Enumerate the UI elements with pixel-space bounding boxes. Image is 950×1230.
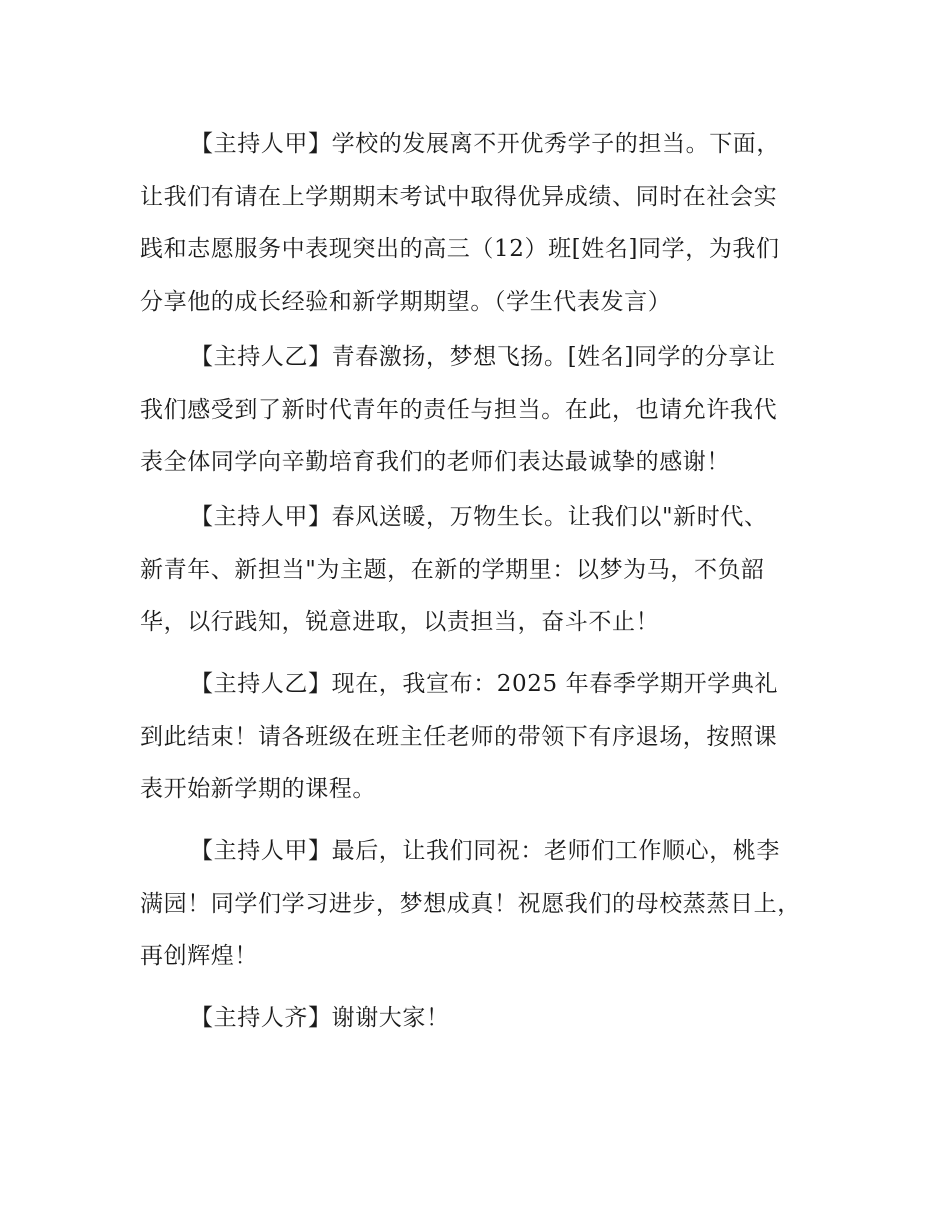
paragraph-line: 华，以行践知，锐意进取，以责担当，奋斗不止！ <box>140 609 660 635</box>
paragraph-line: 新青年、新担当"为主题，在新的学期里：以梦为马，不负韶 <box>140 556 765 583</box>
paragraph-line: 【主持人甲】春风送暖，万物生长。让我们以"新时代、 <box>190 504 768 530</box>
paragraph-line: 【主持人乙】青春激扬，梦想飞扬。[姓名]同学的分享让 <box>190 344 776 370</box>
paragraph-line: 我们感受到了新时代青年的责任与担当。在此，也请允许我代 <box>140 396 778 423</box>
paragraph-line: 【主持人甲】最后，让我们同祝：老师们工作顺心，桃李 <box>190 838 780 864</box>
paragraph-host-a-intro <box>140 118 830 328</box>
paragraph-line: 到此结束！请各班级在班主任老师的带领下有序退场，按照课 <box>140 723 778 750</box>
paragraph-line: 【主持人齐】谢谢大家！ <box>190 1005 450 1031</box>
paragraph-host-b-thanks <box>140 331 830 489</box>
paragraph-line: 践和志愿服务中表现突出的高三（12）班[姓名]同学，为我们 <box>140 236 780 262</box>
paragraph-line: 【主持人乙】现在，我宣布：2025 年春季学期开学典礼 <box>190 671 779 697</box>
paragraph-hosts-together <box>140 992 830 1045</box>
paragraph-line: 满园！同学们学习进步，梦想成真！祝愿我们的母校蒸蒸日上， <box>140 890 801 917</box>
paragraph-line: 【主持人甲】学校的发展离不开优秀学子的担当。下面， <box>190 131 780 157</box>
paragraph-host-a-theme <box>140 491 830 649</box>
paragraph-host-a-wishes <box>140 825 830 983</box>
paragraph-line: 再创辉煌！ <box>140 943 258 969</box>
paragraph-line: 表全体同学向辛勤培育我们的老师们表达最诚挚的感谢！ <box>140 449 730 475</box>
paragraph-line: 分享他的成长经验和新学期期望。（学生代表发言） <box>140 288 672 315</box>
paragraph-line: 让我们有请在上学期期末考试中取得优异成绩、同时在社会实 <box>140 183 778 210</box>
paragraph-line: 表开始新学期的课程。 <box>140 776 376 802</box>
paragraph-host-b-closing <box>140 658 830 816</box>
